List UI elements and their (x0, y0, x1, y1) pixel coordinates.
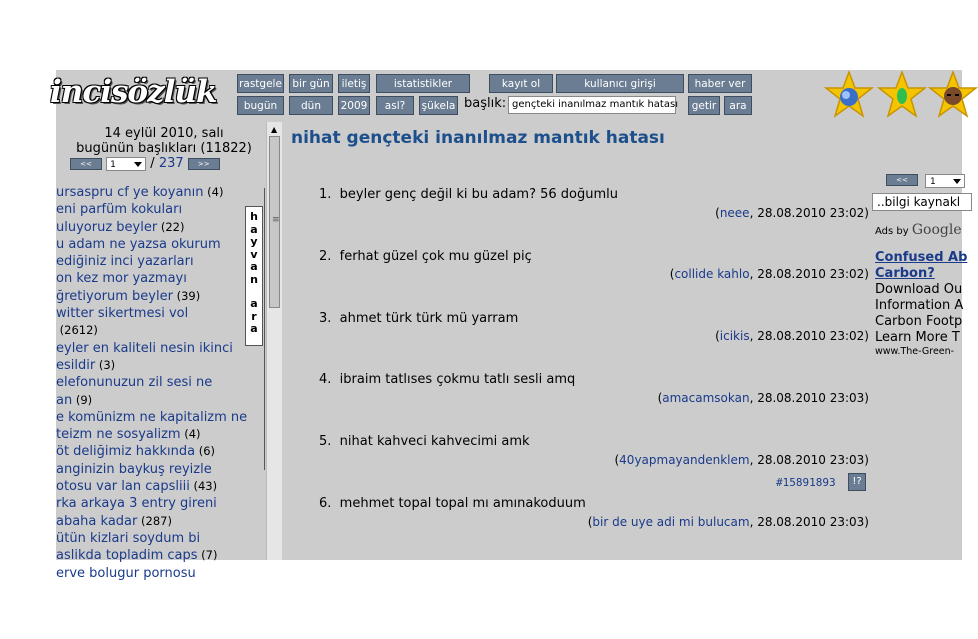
entry-date: , 28.08.2010 23:03) (749, 453, 869, 467)
hayvan-letter: a (250, 297, 258, 310)
nav-sukela-button[interactable]: şükela (419, 96, 458, 115)
ad-prev-button[interactable]: << (886, 174, 918, 186)
sidebar-total-pages-link[interactable]: 237 (158, 156, 184, 171)
sidebar-next-button[interactable]: >> (188, 158, 220, 170)
getir-button[interactable]: getir (688, 96, 720, 115)
sidebar-date: 14 eylül 2010, salı (104, 126, 224, 141)
hayvan-letter: n (250, 272, 258, 286)
hayvan-letter: a (250, 222, 258, 236)
ad-title-link[interactable]: Confused Ab Carbon? (875, 250, 968, 281)
list-item[interactable]: ütün kizlari soydum bi (56, 530, 201, 546)
baslik-label: başlık: (464, 96, 507, 111)
bilgi-input[interactable]: ..bilgi kaynakl (872, 193, 972, 211)
list-item[interactable]: u adam ne yazsa okurum (56, 236, 221, 252)
list-item[interactable]: ğretiyorum beyler (39) (56, 288, 201, 304)
entry-number: 3. (319, 311, 332, 326)
nav-2009-button[interactable]: 2009 (338, 96, 370, 115)
app-window (50, 70, 968, 581)
sidebar-prev-button[interactable]: << (70, 158, 102, 170)
ara-button[interactable]: ara (724, 96, 752, 115)
nav-dun-button[interactable]: dün (289, 96, 333, 115)
list-item[interactable]: ursaspru cf ye koyanın (4) (56, 185, 224, 200)
list-item[interactable]: rka arkaya 3 entry gireni (56, 496, 217, 512)
list-item[interactable]: aslikda topladim caps (7) (56, 548, 218, 564)
firefox-star-icon[interactable] (824, 70, 874, 120)
scroll-up-icon[interactable]: ▲ (271, 125, 278, 134)
entry-text: ahmet türk türk mü yarram (339, 311, 519, 326)
author-link[interactable]: collide kahlo (674, 267, 750, 281)
entry-author-line: (bir de uye adi mi bulucam, 28.08.2010 23:03) (587, 515, 869, 529)
entry-text: nihat kahveci kahvecimi amk (339, 434, 530, 449)
topic-list (56, 184, 246, 582)
page-title[interactable]: nihat gençteki inanılmaz mantık hatası (291, 128, 665, 148)
list-item[interactable]: esildir (3) (56, 357, 116, 373)
author-link[interactable]: icikis (719, 329, 750, 343)
entry-date: , 28.08.2010 23:02) (749, 329, 869, 343)
list-item[interactable]: eni parfüm kokuları (56, 202, 183, 218)
entry-date: , 28.08.2010 23:02) (749, 267, 869, 281)
entry-number: 5. (319, 434, 332, 449)
entry-text: ibraim tatlıses çokmu tatlı sesli amq (339, 372, 576, 387)
list-item[interactable]: otosu var lan capsliii (43) (56, 479, 218, 495)
nav-kullanici-girisi-button[interactable]: kullanıcı girişi (556, 74, 684, 93)
hayvan-letter: v (250, 247, 258, 261)
entry-number: 2. (319, 249, 332, 264)
hayvan-letter: h (250, 210, 258, 223)
entry-item (319, 187, 618, 202)
entry-id-link[interactable]: #15891893 (776, 476, 836, 489)
entry-author-line: (icikis, 28.08.2010 23:02) (715, 329, 869, 343)
list-item[interactable]: erve bolugur pornosu (56, 565, 196, 581)
google-label: Google (911, 222, 962, 238)
entry-text: ferhat güzel çok mu güzel piç (339, 249, 532, 264)
entry-author-line: (40yapmayandenklem, 28.08.2010 23:03) (614, 453, 869, 467)
nav-rastgele-button[interactable]: rastgele (237, 74, 284, 93)
scrollbar-thumb[interactable] (269, 136, 280, 308)
author-link[interactable]: bir de uye adi mi bulucam (592, 515, 750, 529)
hayvan-letter: a (250, 260, 258, 273)
list-item[interactable]: e komünizm ne kapitalizm ne (56, 409, 248, 425)
entry-date: , 28.08.2010 23:03) (749, 515, 869, 529)
face-star-icon[interactable] (928, 70, 978, 120)
entry-number: 1. (319, 187, 332, 202)
grip-icon: ≡ (272, 215, 280, 225)
sidebar-divider (264, 188, 265, 470)
ads-by-label: Ads by (875, 226, 909, 237)
list-item[interactable]: öt deliğimiz hakkında (6) (56, 444, 216, 460)
entry-item (319, 434, 530, 449)
entry-item (319, 496, 586, 511)
list-item[interactable]: ediğiniz inci yazarları (56, 254, 194, 270)
entry-action-button[interactable]: !? (848, 473, 866, 491)
sidebar-pager (70, 156, 220, 172)
entry-author-line: (amacamsokan, 28.08.2010 23:03) (657, 391, 869, 405)
nav-kayit-ol-button[interactable]: kayıt ol (489, 74, 553, 93)
list-item[interactable]: abaha kadar (287) (56, 513, 172, 529)
list-item[interactable]: teizm ne sosyalizm (4) (56, 427, 201, 443)
entry-author-line: (collide kahlo, 28.08.2010 23:02) (669, 267, 869, 281)
author-link[interactable]: amacamsokan (662, 391, 750, 405)
list-item[interactable]: witter sikertmesi vol (56, 306, 189, 322)
entry-date: , 28.08.2010 23:02) (749, 206, 869, 220)
list-item[interactable]: eyler en kaliteli nesin ikinci (56, 340, 233, 356)
entry-text: beyler genç değil ki bu adam? 56 doğumlu (339, 187, 618, 202)
hayvan-ara-button[interactable] (245, 206, 263, 346)
ad-page-select[interactable]: 1 (925, 174, 965, 188)
pager-slash: / (150, 156, 155, 171)
ad-url[interactable]: www.The-Green- (875, 346, 955, 357)
list-item[interactable]: elefonunuzun zil sesi ne (56, 375, 213, 391)
entry-item (319, 249, 532, 264)
frame-scrollbar[interactable] (266, 122, 282, 560)
nav-istatistikler-button[interactable]: istatistikler (376, 74, 470, 93)
nav-bir-gun-button[interactable]: bir gün (289, 74, 333, 93)
entry-item (319, 311, 518, 326)
entry-number: 4. (319, 372, 332, 387)
ads-by-google[interactable] (875, 222, 962, 238)
logo-text: incisözlük (50, 74, 217, 110)
drop-star-icon[interactable] (877, 70, 927, 120)
ad-body: Download Ou Information A Carbon Footp Learn More T (875, 282, 964, 345)
entry-item (319, 372, 575, 387)
hayvan-letter: r (251, 309, 257, 323)
list-item[interactable]: uluyoruz beyler (22) (56, 219, 185, 235)
hayvan-letter: y (250, 235, 258, 248)
site-logo[interactable] (50, 74, 234, 120)
list-item[interactable]: anginizin baykuş reyizle (56, 461, 212, 477)
list-item[interactable]: on kez mor yazmayı (56, 271, 187, 287)
entry-author-line: (neee, 28.08.2010 23:02) (715, 206, 869, 220)
hayvan-letter: a (250, 322, 258, 335)
nav-iletis-button[interactable]: iletiş (338, 74, 370, 93)
entry-date: , 28.08.2010 23:03) (749, 391, 869, 405)
author-link[interactable]: 40yapmayandenklem (619, 453, 750, 467)
baslik-input[interactable]: gençteki inanılmaz mantık hatası (508, 96, 676, 114)
entry-number: 6. (319, 496, 332, 511)
author-link[interactable]: neee (719, 206, 750, 220)
sidebar-page-select[interactable]: 1 (106, 157, 146, 171)
nav-bugun-button[interactable]: bugün (237, 96, 284, 115)
nav-haber-ver-button[interactable]: haber ver (688, 74, 752, 93)
list-item[interactable]: (2612) (56, 323, 98, 338)
list-item[interactable]: an (9) (56, 392, 93, 408)
nav-asl-button[interactable]: asl? (376, 96, 414, 115)
entry-text: mehmet topal topal mı amınakoduum (339, 496, 586, 511)
sidebar-topic-count: bugünün başlıkları (11822) (76, 141, 252, 156)
